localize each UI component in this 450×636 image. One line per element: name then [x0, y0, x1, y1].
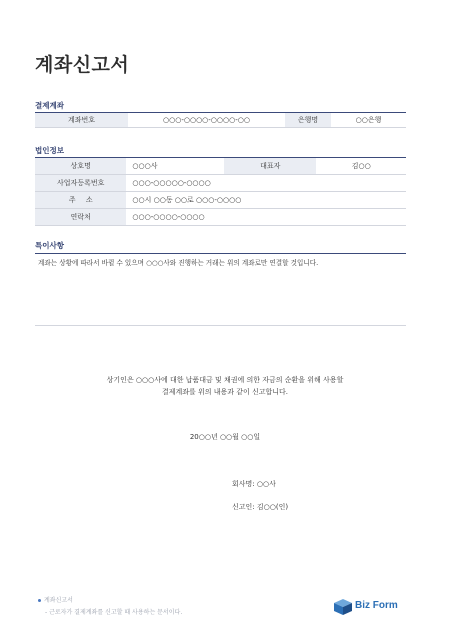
- table-row: [35, 158, 406, 175]
- business-reg-number-value: ○○○-○○○○○-○○○○: [126, 175, 406, 192]
- brand-name: Biz Form: [355, 600, 398, 611]
- signature-reporter: 신고인: 김○○(인): [232, 503, 289, 511]
- report-date: 20○○년 ○○월 ○○일: [189, 433, 261, 441]
- account-number-label: 계좌번호: [35, 113, 128, 128]
- account-number-value: ○○○-○○○○-○○○○-○○: [128, 113, 285, 128]
- table-row: [35, 209, 406, 226]
- company-name-label: 상호명: [35, 158, 126, 175]
- phone-value: ○○○-○○○○-○○○○: [126, 209, 406, 226]
- section-divider: [35, 253, 406, 254]
- address-label: 주 소: [35, 192, 126, 209]
- business-reg-number-label: 사업자등록번호: [35, 175, 126, 192]
- table-row: [35, 192, 406, 209]
- phone-label: 연락처: [35, 209, 126, 226]
- table-row: [35, 175, 406, 192]
- bank-name-value: ○○은행: [331, 113, 406, 128]
- ceo-label: 대표자: [224, 158, 316, 175]
- document-title: 계좌신고서: [35, 54, 130, 76]
- notes-text: 계좌는 상황에 따라서 바뀔 수 있으며 ○○○사와 진행하는 거래는 위의 계좌로만 연결할 것입니다.: [38, 259, 319, 267]
- declaration-line-1: 상기인은 ○○○사에 대한 납품대금 및 채권에 의한 자금의 순환을 위해 사용할: [106, 376, 344, 384]
- company-name-value: ○○○사: [126, 158, 224, 175]
- section-heading-account: 결제계좌: [35, 101, 64, 110]
- footer-doc-name: [38, 595, 73, 604]
- address-value: ○○시 ○○동 ○○로 ○○○-○○○○: [126, 192, 406, 209]
- footer-doc-description: - 근로자가 결제계좌를 신고할 때 사용하는 문서이다.: [45, 609, 183, 616]
- bullet-icon: [38, 599, 41, 602]
- section-heading-notes: 특이사항: [35, 241, 64, 250]
- cube-icon: [333, 598, 353, 616]
- ceo-value: 김○○: [316, 158, 406, 175]
- section-heading-corporate: 법인정보: [35, 146, 64, 155]
- declaration-line-2: 결제계좌를 위의 내용과 같이 신고합니다.: [161, 388, 289, 396]
- footer-doc-name-text: 계좌신고서: [44, 597, 73, 604]
- notes-box: [35, 255, 406, 326]
- account-table: [35, 113, 406, 128]
- bizform-logo: [333, 598, 413, 616]
- signature-company: 회사명: ○○사: [232, 480, 276, 488]
- table-row: [35, 113, 406, 128]
- bank-name-label: 은행명: [285, 113, 331, 128]
- corporate-table: [35, 158, 406, 226]
